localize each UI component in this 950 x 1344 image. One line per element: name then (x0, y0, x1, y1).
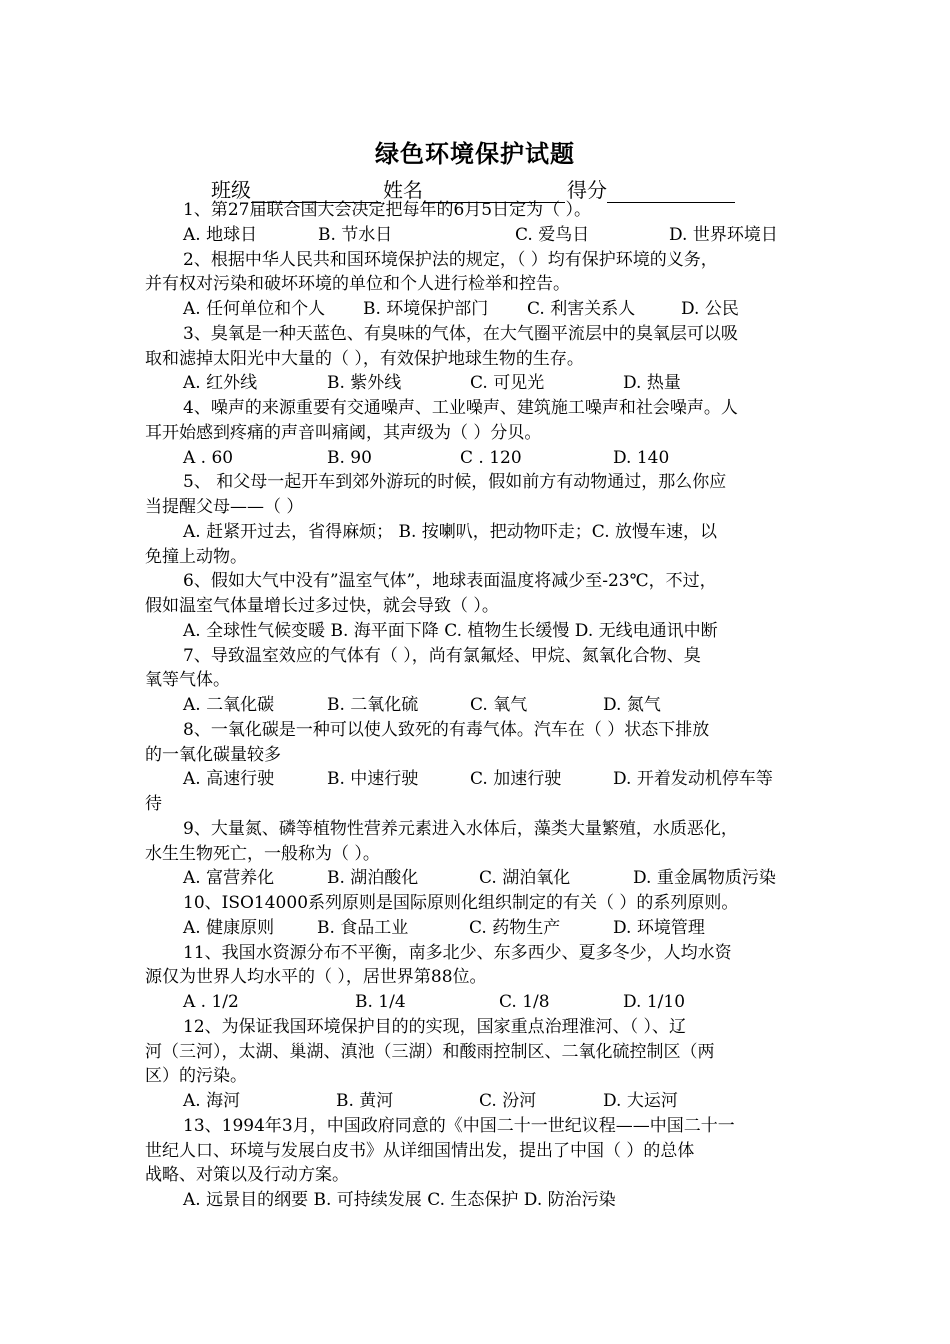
option-b: B. 湖泊酸化 (327, 868, 419, 889)
option-b: B. 紫外线 (327, 373, 402, 394)
question-text: 4、噪声的来源重要有交通噪声、工业噪声、建筑施工噪声和社会噪声。人 (183, 398, 738, 418)
option-d: D. 1/10 (623, 992, 686, 1012)
option-d: D. 热量 (623, 373, 681, 394)
option-row (145, 990, 813, 1015)
question-text: 7、导致温室效应的气体有（ ），尚有氯氟烃、甲烷、氮氧化合物、臭 (183, 645, 701, 666)
option-c: C. 湖泊氧化 (479, 868, 571, 889)
option-b: B. 二氧化硫 (327, 695, 419, 715)
question-text: 13、1994年3月，中国政府同意的《中国二十一世纪议程——中国二十一 (183, 1115, 735, 1136)
option-a: A. 高速行驶 (183, 769, 275, 790)
option-row (145, 866, 813, 891)
question-text: 当提醒父母——（ ） (145, 497, 304, 517)
option-row (145, 223, 813, 248)
option-row: A. 赶紧开过去，省得麻烦； B. 按喇叭，把动物吓走；C. 放慢车速，以 (183, 521, 717, 542)
option-a: A . 1/2 (183, 992, 239, 1012)
option-d: D. 大运河 (603, 1091, 678, 1111)
option-row (145, 693, 813, 718)
question-text: 6、假如大气中没有”温室气体”，地球表面温度将减少至-23℃，不过， (183, 571, 717, 592)
option-a: A. 地球日 (183, 224, 258, 245)
option-d: D. 氮气 (603, 695, 661, 715)
question-text: 12、为保证我国环境保护目的的实现，国家重点治理淮河、（ ）、辽 (183, 1016, 687, 1037)
question-text: 11、我国水资源分布不平衡，南多北少、东多西少、夏多冬少，人均水资 (183, 942, 732, 963)
option-d: D. 环境管理 (613, 917, 705, 938)
option-c: C. 爱鸟日 (515, 224, 590, 245)
option-c: C. 汾河 (479, 1091, 537, 1111)
option-row: A. 全球性气候变暖 B. 海平面下降 C. 植物生长缓慢 D. 无线电通讯中断 (183, 620, 718, 641)
option-row (145, 371, 813, 396)
page-title: 绿色环境保护试题 (375, 140, 575, 168)
option-row (145, 916, 813, 941)
option-b: B. 90 (327, 447, 372, 468)
option-c: C. 可见光 (470, 373, 545, 394)
option-c: C. 加速行驶 (470, 769, 562, 790)
option-row: 免撞上动物。 (145, 546, 247, 567)
question-list (145, 198, 813, 1213)
option-a: A. 富营养化 (183, 868, 275, 889)
option-b: B. 黄河 (336, 1091, 394, 1111)
question-text: 5、 和父母一起开车到郊外游玩的时候，假如前方有动物通过，那么你应 (183, 472, 727, 493)
option-a: A. 二氧化碳 (183, 695, 275, 715)
question-text: 2、根据中华人民共和国环境保护法的规定，（ ）均有保护环境的义务， (183, 249, 718, 270)
option-a: A. 海河 (183, 1091, 241, 1111)
question-text: 区）的污染。 (145, 1066, 247, 1087)
question-text: 8、一氧化碳是一种可以使人致死的有毒气体。汽车在（ ）状态下排放 (183, 719, 710, 740)
option-row: A. 远景目的纲要 B. 可持续发展 C. 生态保护 D. 防治污染 (183, 1190, 616, 1210)
option-b: B. 环境保护部门 (363, 299, 489, 319)
option-b: B. 中速行驶 (327, 769, 419, 790)
option-a: A. 健康原则 (183, 917, 275, 938)
option-b: B. 节水日 (318, 224, 393, 245)
question-text: 河（三河），太湖、巢湖、滇池（三湖）和酸雨控制区、二氧化硫控制区（两 (145, 1041, 715, 1062)
option-row (145, 446, 813, 471)
question-text: 10、ISO14000系列原则是国际原则化组织制定的有关（ ）的系列原则。 (183, 893, 739, 913)
question-text: 的一氧化碳量较多 (145, 744, 281, 765)
option-d: D. 140 (613, 447, 670, 468)
option-d: D. 重金属物质污染 (633, 868, 776, 889)
score-label: 得分 (567, 178, 607, 202)
question-text: 耳开始感到疼痛的声音叫痛阈，其声级为（ ）分贝。 (145, 422, 542, 443)
option-d: D. 公民 (681, 299, 739, 319)
option-b: B. 食品工业 (317, 917, 409, 938)
class-label: 班级 (211, 178, 251, 202)
option-row (145, 767, 813, 792)
option-row (145, 297, 813, 322)
option-d: D. 世界环境日 (669, 224, 778, 245)
option-c: C. 药物生产 (469, 917, 561, 938)
question-text: 水生生物死亡，一般称为（ ）。 (145, 843, 380, 864)
question-text: 9、大量氮、磷等植物性营养元素进入水体后，藻类大量繁殖，水质恶化， (183, 818, 738, 839)
question-text: 3、臭氧是一种天蓝色、有臭味的气体，在大气圈平流层中的臭氧层可以吸 (183, 323, 738, 344)
question-text: 世纪人口、环境与发展白皮书》从详细国情出发，提出了中国（ ）的总体 (145, 1140, 695, 1161)
option-d: D. 开着发动机停车等 (613, 769, 773, 790)
option-row: 待 (145, 794, 162, 814)
option-a: A. 任何单位和个人 (183, 299, 326, 319)
question-text: 1、第27届联合国大会决定把每年的6月5日定为（ ）。 (183, 200, 591, 220)
question-text: 假如温室气体量增长过多过快，就会导致（ ）。 (145, 596, 499, 616)
option-b: B. 1/4 (355, 992, 406, 1012)
question-text: 战略、对策以及行动方案。 (145, 1165, 349, 1186)
question-text: 取和滤掉太阳光中大量的（ ），有效保护地球生物的生存。 (145, 348, 584, 369)
option-row (145, 1089, 813, 1114)
option-a: A. 红外线 (183, 373, 258, 394)
option-c: C. 氧气 (470, 695, 528, 715)
question-text: 氧等气体。 (145, 670, 230, 691)
question-text: 源仅为世界人均水平的（ ），居世界第88位。 (145, 967, 487, 988)
option-c: C . 120 (460, 447, 522, 468)
name-label: 姓名 (383, 178, 423, 202)
option-a: A . 60 (183, 447, 234, 468)
option-c: C. 利害关系人 (527, 299, 636, 319)
option-c: C. 1/8 (499, 992, 550, 1012)
question-text: 并有权对污染和破坏环境的单位和个人进行检举和控告。 (145, 274, 570, 295)
